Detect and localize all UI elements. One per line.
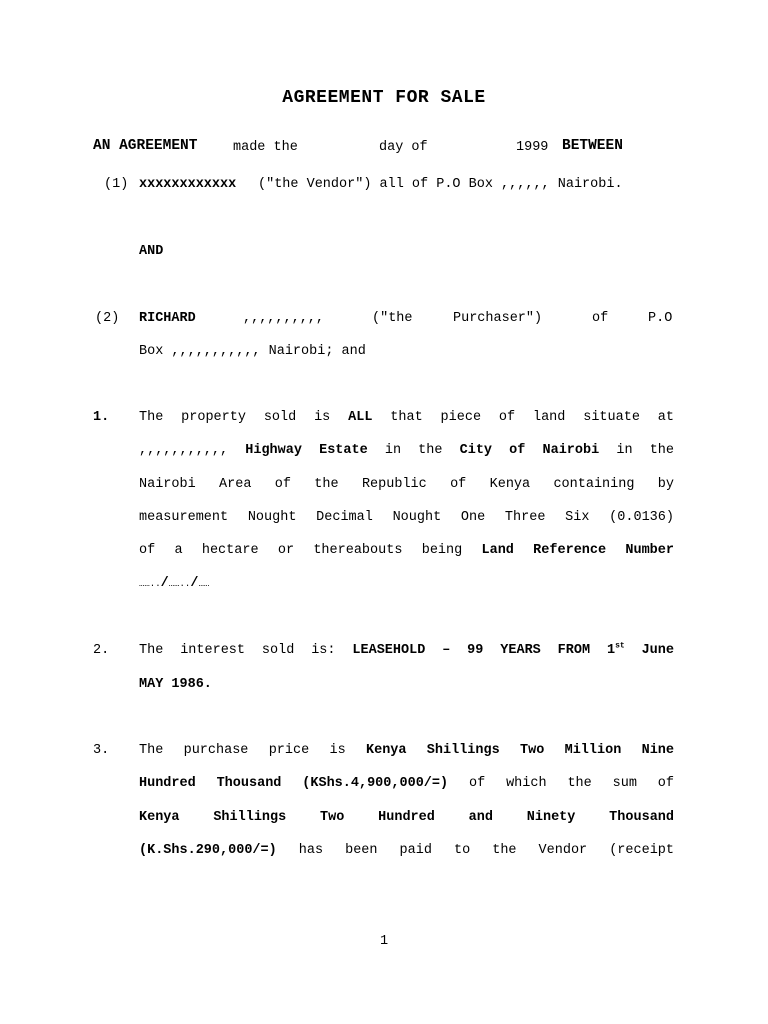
- clause-1-text: of a hectare or thereabouts being: [139, 543, 482, 558]
- purchaser-of: of: [592, 311, 609, 326]
- lr-blank: ……..: [139, 579, 161, 589]
- purchaser-address: Box ,,,,,,,,,,, Nairobi; and: [139, 344, 366, 359]
- clause-1-text: that piece of land situate at: [372, 410, 674, 425]
- clause-1-line-5: [139, 543, 674, 558]
- and-separator: AND: [139, 244, 164, 259]
- clause-3-price: Kenya Shillings Two Million Nine: [366, 743, 674, 758]
- vendor-name: xxxxxxxxxxxx: [139, 177, 237, 192]
- clause-3-line-4: [139, 843, 674, 858]
- intro-year: 1999: [516, 140, 549, 155]
- clause-3-line-3: Kenya Shillings Two Hundred and Ninety Thousand: [139, 810, 674, 825]
- clause-2-ordinal: st: [615, 641, 625, 651]
- clause-2-tenure: [352, 643, 674, 658]
- clause-3-number: 3.: [93, 743, 110, 758]
- clause-1-city: City of Nairobi: [459, 443, 600, 458]
- clause-1-line-1: [139, 410, 674, 425]
- lr-slash: /: [160, 576, 169, 591]
- intro-day-of: day of: [379, 140, 428, 155]
- clause-1-text: The property sold is: [139, 410, 349, 425]
- clause-1-line-3: Nairobi Area of the Republic of Kenya containing by: [139, 477, 674, 492]
- page-number: 1: [379, 934, 389, 949]
- lr-blank: ……..: [168, 579, 191, 589]
- clause-1-estate: Highway Estate: [245, 443, 368, 458]
- clause-3-line-2: [139, 776, 674, 791]
- clause-1-text: in the: [599, 443, 674, 458]
- purchaser-number: (2): [95, 311, 120, 326]
- clause-3-deposit-figure: (K.Shs.290,000/=): [139, 843, 277, 858]
- clause-1-line-2: [139, 443, 674, 458]
- intro-between: BETWEEN: [562, 138, 623, 154]
- clause-2-number: 2.: [93, 643, 110, 658]
- purchaser-the: ("the: [372, 311, 413, 326]
- vendor-number: (1): [104, 177, 129, 192]
- clause-2-line-2: MAY 1986.: [139, 677, 212, 692]
- clause-3-line-1: [139, 743, 674, 758]
- clause-1-all: ALL: [348, 410, 373, 425]
- clause-2-tenure-text: LEASEHOLD – 99 YEARS FROM 1: [352, 643, 616, 658]
- clause-1-line-4: measurement Nought Decimal Nought One Three Six (0.0136): [139, 510, 674, 525]
- purchaser-commas: ,,,,,,,,,,: [243, 311, 325, 326]
- clause-1-text: in the: [367, 443, 460, 458]
- clause-3-text: of which the sum of: [448, 776, 675, 791]
- purchaser-name: RICHARD: [139, 311, 196, 326]
- purchaser-label: Purchaser"): [453, 311, 543, 326]
- vendor-details: ("the Vendor") all of P.O Box ,,,,,, Nairobi.: [258, 177, 623, 192]
- clause-2-line-1: [139, 643, 674, 658]
- clause-1-number: 1.: [93, 410, 110, 425]
- intro-made-the: made the: [233, 140, 298, 155]
- clause-1-text: ,,,,,,,,,,,: [139, 443, 246, 458]
- clause-3-price-figure: Hundred Thousand (KShs.4,900,000/=): [139, 776, 449, 791]
- lr-slash: /: [190, 576, 199, 591]
- clause-1-lr-label: Land Reference Number: [481, 543, 674, 558]
- lr-blank: ……: [198, 579, 210, 589]
- clause-3-text: has been paid to the Vendor (receipt: [276, 843, 674, 858]
- clause-2-text: The interest sold is:: [139, 643, 353, 658]
- document-title: AGREEMENT FOR SALE: [282, 88, 486, 108]
- clause-3-text: The purchase price is: [139, 743, 366, 758]
- purchaser-po: P.O: [648, 311, 673, 326]
- clause-1-lr-number: [139, 576, 209, 591]
- clause-2-month: June: [624, 643, 674, 658]
- intro-lead: AN AGREEMENT: [93, 138, 198, 154]
